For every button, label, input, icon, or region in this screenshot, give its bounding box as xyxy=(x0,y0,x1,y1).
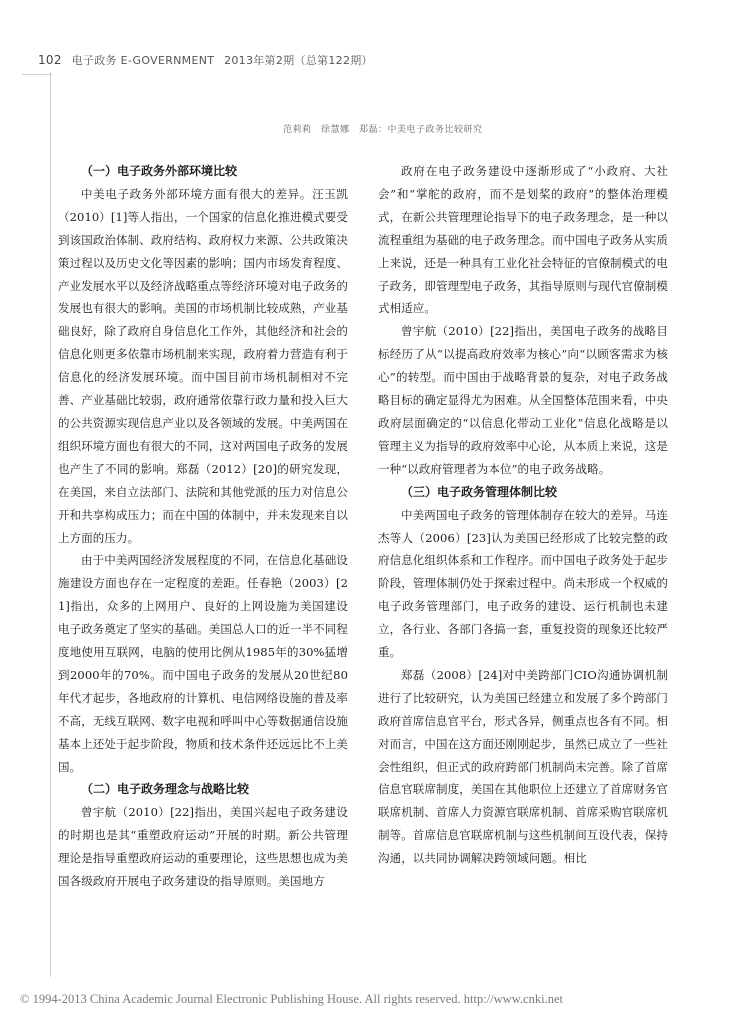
section-heading-2: （二）电子政务理念与战略比较 xyxy=(81,782,250,797)
right-column xyxy=(378,160,668,870)
paragraph: 曾宇航（2010）[22]指出，美国电子政务的战略目标经历了从“以提高政府效率为核心”向“以顾客需求为核心”的转型。而中国由于战略背景的复杂，对电子政务战略目标的确定显得尤为困难。从全国整体范围来看，中央政府层面确定的“以信息化带动工业化”信息化战略是以管理主义为指导的政府效率中心论，从本质上来说，这是一种“以政府管理者为本位”的电子政务战略。 xyxy=(378,324,668,476)
section-heading-3: （三）电子政务管理体制比较 xyxy=(401,484,558,499)
running-head: 范莉莉 徐慧娜 郑磊：中美电子政务比较研究 xyxy=(283,125,483,135)
copyright-footer: © 1994-2013 China Academic Journal Electronic Publishing House. All rights reserved. http://www.cnki.net xyxy=(20,992,563,1006)
header-rule xyxy=(22,74,52,75)
paragraph: 由于中美两国经济发展程度的不同，在信息化基础设施建设方面也存在一定程度的差距。任春艳（2003）[21]指出，众多的上网用户、良好的上网设施为美国建设电子政务奠定了坚实的基础。美国总人口的近一半不同程度地使用互联网，电脑的使用比例从1985年的30%猛增到2000年的70%。而中国电子政务的发展从20世纪80年代才起步，各地政府的计算机、电信网络设施的普及率不高，无线互联网、数字电视和呼叫中心等数据通信设施基本上还处于起步阶段，物质和技术条件还远远比不上美国。 xyxy=(58,553,348,774)
paragraph: 中美电子政务外部环境方面有很大的差异。汪玉凯（2010）[1]等人指出，一个国家的信息化推进模式要受到该国政治体制、政府结构、政府权力来源、公共政策决策过程以及历史文化等因素的影响；国内市场发育程度、产业发展水平以及经济战略重点等经济环境对电子政务的发展也有很大的影响。美国的市场机制比较成熟，产业基础良好，除了政府自身信息化工作外，其他经济和社会的信息化则更多依靠市场机制来实现，政府着力营造有利于信息化的经济发展环境。而中国目前市场机制相对不完善、产业基础比较弱，政府通常依靠行政力量和投入巨大的公共资源实现信息产业以及各领域的发展。中美两国在组织环境方面也有很大的不同，这对两国电子政务的发展也产生了不同的影响。郑磊（2012）[20]的研究发现，在美国，来自立法部门、法院和其他党派的压力对信息公开和共享构成压力；而在中国的体制中，并未发现来自以上方面的压力。 xyxy=(58,186,348,545)
paragraph: 中美两国电子政务的管理体制存在较大的差异。马连杰等人（2006）[23]认为美国已经形成了比较完整的政府信息化组织体系和工作程序。而中国电子政务处于起步阶段，管理体制仍处于探索过程中。尚未形成一个权威的电子政务管理部门，电子政务的建设、运行机制也未建立，各行业、各部门各搞一套，重复投资的现象还比较严重。 xyxy=(378,507,668,660)
journal-name: 电子政务 E-GOVERNMENT xyxy=(71,54,215,67)
paragraph: 曾宇航（2010）[22]指出，美国兴起电子政务建设的时期也是其“重塑政府运动”开展的时期。新公共管理理论是指导重塑政府运动的重要理论，这些思想也成为美国各级政府开展电子政务建设的指导原则。美国地方 xyxy=(58,805,348,889)
paragraph: 郑磊（2008）[24]对中美跨部门CIO沟通协调机制进行了比较研究，认为美国已经建立和发展了多个跨部门政府首席信息官平台，形式各异，侧重点也各有不同。相对而言，中国在这方面还刚刚起步，虽然已成立了一些社会性组织，但正式的政府跨部门机制尚未完善。除了首席信息官联席制度，美国在其他职位上还建立了首席财务官联席机制、首席人力资源官联席机制、首席采购官联席机制等。首席信息官联席机制与这些机制间互设代表，保持沟通，以共同协调解决跨领域问题。相比 xyxy=(378,667,668,866)
left-column xyxy=(58,160,348,893)
issue-info: 2013年第2期（总第122期） xyxy=(224,54,373,67)
page-number: 102 xyxy=(38,53,62,67)
margin-rule xyxy=(50,72,51,977)
page-header xyxy=(38,52,373,68)
section-heading-1: （一）电子政务外部环境比较 xyxy=(81,164,238,178)
paragraph: 政府在电子政务建设中逐渐形成了“小政府、大社会”和“掌舵的政府，而不是划桨的政府”的整体治理模式，在新公共管理理论指导下的电子政务理念，是一种以流程重组为基础的电子政务理念。而中国电子政务从实质上来说，还是一种具有工业化社会特征的官僚制模式的电子政务，即管理型电子政务，其指导原则与现代官僚制模式相适应。 xyxy=(378,164,668,316)
